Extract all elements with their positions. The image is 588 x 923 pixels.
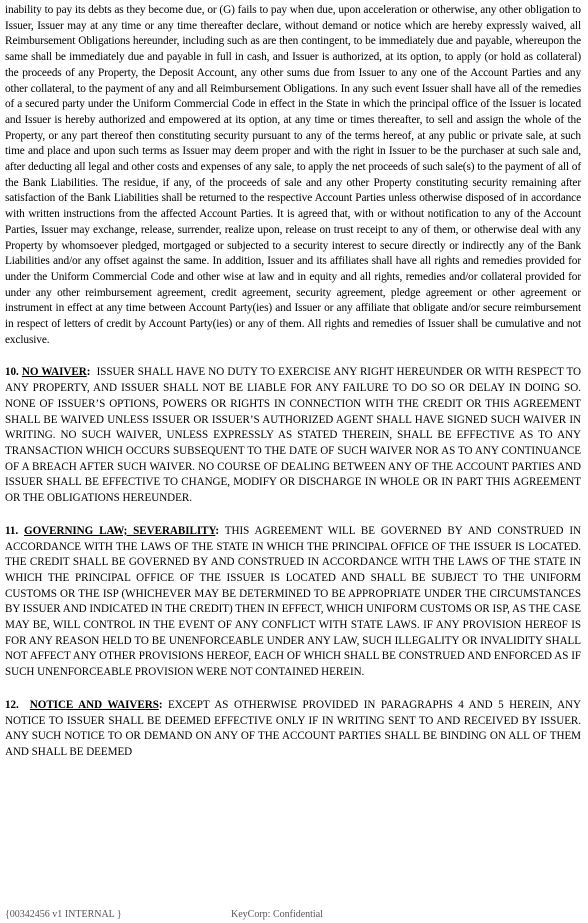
section-12-heading: 12. NOTICE AND WAIVERS: <box>5 698 163 711</box>
section-11-governing-law <box>5 524 581 681</box>
page-footer <box>5 908 581 922</box>
section-11-number: 11. <box>5 524 19 537</box>
section-10-no-waiver <box>5 365 581 506</box>
section-11-title: GOVERNING LAW; SEVERABILITY <box>24 524 216 537</box>
paragraph-gap <box>5 348 581 365</box>
footer-document-id: {00342456 v1 INTERNAL } <box>5 909 122 920</box>
section-10-title: NO WAIVER <box>21 366 87 379</box>
footer-confidential-label: KeyCorp: Confidential <box>231 909 323 920</box>
section-12-title: NOTICE AND WAIVERS <box>29 698 159 711</box>
section-10-heading: 10. NO WAIVER: <box>5 366 91 379</box>
paragraph-9-continuation: inability to pay its debts as they become due, or (G) fails to pay when due, upon acceleration or otherwise, any other obligation to Issuer, Issuer may at any time or any time thereafter declare, without demand or notice which are hereby expressly waived, all Reimbursement Obligations hereunder, including such as are then contingent, to be immediately due and payable, whereupon the same shall be immediately due and payable in full in cash, and Issuer is authorized, at its option, to apply (or hold as collateral) the proceeds of any Property, the Deposit Account, any other sums due from Issuer to any one of the Account Parties and any other collateral, to the payment of any and all Reimbursement Obligations. In any such event Issuer shall have all of the remedies of a secured party under the Uniform Commercial Code in effect in the State in which the principal office of the Issuer is located and Issuer is hereby authorized and empowered at its option, at any time or times thereafter, to sell and assign the whole of the Property, or any part thereof then constituting security pursuant to any of the terms hereof, at any public or private sale, at such time and place and upon such terms as Issuer may deem proper and with the right in Issuer to be the purchaser at such sale and, after deducting all legal and other costs and expenses of any sale, to apply the net proceeds of such sale(s) to the payment of all of the Bank Liabilities. The residue, if any, of the proceeds of sale and any other Property constituting security remaining after satisfaction of the Bank Liabilities shall be returned to the respective Account Parties unless otherwise disposed of in accordance with written instructions from the affected Account Parties. It is agreed that, with or without notification to any of the Account Parties, Issuer may exchange, release, surrender, realize upon, release on trust receipt to any of them, or otherwise deal with any Property by whomsoever pledged, mortgaged or subjected to a security interest to secure directly or indirectly any of the Bank Liabilities and/or any offset against the same. In addition, Issuer and its affiliates shall have all rights and remedies provided for under the Uniform Commercial Code and other wise at law and in equity and all rights, remedies and/or collateral provided for under any other reimbursement agreement, credit agreement, security agreement, pledge agreement or other agreement or instrument in effect at any time between Account Party(ies) and Issuer or any affiliate that obligate and/or secure reimbursement in respect of letters of credit by Account Party(ies) or any of them. All rights and remedies of Issuer shall be cumulative and not exclusive. <box>5 4 581 346</box>
section-12-number: 12. <box>5 698 19 711</box>
section-10-number: 10. <box>5 366 19 379</box>
paragraph-gap <box>5 681 581 698</box>
section-11-body: THIS AGREEMENT WILL BE GOVERNED BY AND CONSTRUED IN ACCORDANCE WITH THE LAWS OF THE STATE IN WHICH THE PRINCIPAL OFFICE OF THE ISSUER IS LOCATED. THE CREDIT SHALL BE GOVERNED BY AND CONSTRUED IN ACCORDANCE WITH THE LAWS OF THE STATE IN WHICH THE PRINCIPAL OFFICE OF THE ISSUER IS LOCATED AND SHALL BE SUBJECT TO THE UNIFORM CUSTOMS OR THE ISP (WHICHEVER MAY BE DETERMINED TO BE APPROPRIATE UNDER THE CIRCUMSTANCES BY ISSUER AND INDICATED IN THE CREDIT) THEN IN EFFECT, WHICH UNIFORM CUSTOMS OR ISP, AS THE CASE MAY BE, WILL CONTROL IN THE EVENT OF ANY CONFLICT WITH STATE LAWS. IF ANY PROVISION HEREOF IS FOR ANY REASON HELD TO BE UNENFORCEABLE UNDER ANY LAW, SUCH ILLEGALITY OR INVALIDITY SHALL NOT AFFECT ANY OTHER PROVISIONS HEREOF, EACH OF WHICH SHALL BE CONSTRUED AND ENFORCED AS IF SUCH UNENFORCEABLE PROVISION WERE NOT CONTAINED HEREIN. <box>5 524 581 679</box>
section-10-body: ISSUER SHALL HAVE NO DUTY TO EXERCISE ANY RIGHT HEREUNDER OR WITH RESPECT TO ANY PROPERTY, AND ISSUER SHALL NOT BE LIABLE FOR ANY FAILURE TO DO SO OR DELAY IN DOING SO. NONE OF ISSUER’S OPTIONS, POWERS OR RIGHTS IN CONNECTION WITH THE CREDIT OR THIS AGREEMENT SHALL BE WAIVED UNLESS ISSUER OR ISSUER’S AUTHORIZED AGENT SHALL HAVE SIGNED SUCH WAIVER IN WRITING. NO SUCH WAIVER, UNLESS EXPRESSLY AS STATED THEREIN, SHALL BE EFFECTIVE AS TO ANY TRANSACTION WHICH OCCURS SUBSEQUENT TO THE DATE OF SUCH WAIVER NOR AS TO ANY CONTINUANCE OF A BREACH AFTER SUCH WAIVER. NO COURSE OF DEALING BETWEEN ANY OF THE ACCOUNT PARTIES AND ISSUER SHALL BE EFFECTIVE TO CHANGE, MODIFY OR DISCHARGE IN WHOLE OR IN PART THIS AGREEMENT OR THE OBLIGATIONS HEREUNDER. <box>5 366 581 505</box>
document-page <box>5 3 581 761</box>
section-12-body: EXCEPT AS OTHERWISE PROVIDED IN PARAGRAPHS 4 AND 5 HEREIN, ANY NOTICE TO ISSUER SHALL BE DEEMED EFFECTIVE ONLY IF IN WRITING SENT TO AND RECEIVED BY ISSUER. ANY SUCH NOTICE TO OR DEMAND ON ANY OF THE ACCOUNT PARTIES SHALL BE BINDING ON ALL OF THEM AND SHALL BE DEEMED <box>5 698 581 758</box>
section-12-notice-and-waivers <box>5 698 581 761</box>
paragraph-gap <box>5 507 581 524</box>
section-11-heading: 11. GOVERNING LAW; SEVERABILITY: <box>5 524 220 537</box>
